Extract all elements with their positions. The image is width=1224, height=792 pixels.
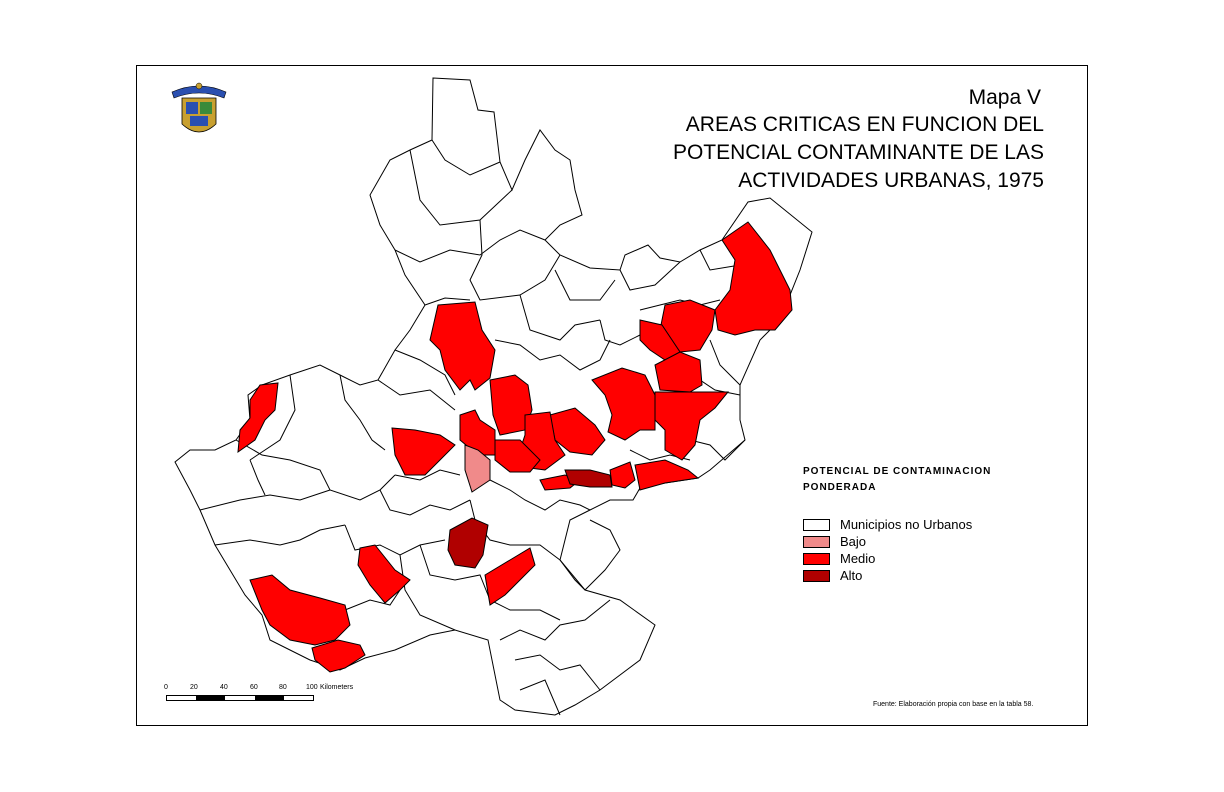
legend-title-line-2: PONDERADA — [803, 482, 877, 493]
map-title-line-3: ACTIVIDADES URBANAS, 1975 — [738, 169, 1044, 192]
scale-tick-label: 80 — [279, 684, 287, 691]
municipality-medio — [312, 640, 365, 672]
legend-label: Municipios no Urbanos — [840, 517, 973, 532]
legend-swatch — [803, 536, 830, 548]
legend-title-line-1: POTENCIAL DE CONTAMINACION — [803, 466, 992, 477]
municipality-medio — [430, 302, 495, 390]
municipality-alto — [448, 518, 488, 568]
scale-tick-label: 20 — [190, 684, 198, 691]
legend-item-alto — [803, 567, 991, 584]
source-note: Fuente: Elaboración propia con base en la tabla 58. — [873, 701, 1034, 708]
map-title-line-1: AREAS CRITICAS EN FUNCION DEL — [685, 113, 1044, 136]
map-number: Mapa V — [968, 86, 1041, 109]
scale-rule — [166, 695, 314, 701]
legend-label: Alto — [840, 568, 863, 583]
scale-tick-label: 40 — [220, 684, 228, 691]
legend-item-medio — [803, 550, 991, 567]
map-title-line-2: POTENCIAL CONTAMINANTE DE LAS — [672, 141, 1044, 164]
municipality-medio — [238, 383, 278, 452]
municipality-medio — [715, 222, 792, 335]
title-block — [673, 85, 1044, 195]
legend-swatch — [803, 553, 830, 565]
state-coat-of-arms-icon — [168, 78, 230, 142]
legend-label: Bajo — [840, 534, 867, 549]
municipality-medio — [610, 462, 635, 488]
scale-segment — [196, 696, 225, 700]
legend-item-no-urbanos — [803, 516, 991, 533]
municipality-medio — [635, 460, 698, 490]
municipality-alto — [565, 470, 612, 487]
legend — [803, 464, 991, 584]
municipality-medio — [592, 368, 655, 440]
scale-unit: Kilometers — [320, 684, 354, 691]
municipality-medio — [250, 575, 350, 645]
scale-tick-label: 100 — [306, 684, 318, 691]
legend-swatch — [803, 570, 830, 582]
municipality-medio — [485, 548, 535, 605]
scale-tick-label: 0 — [164, 684, 168, 691]
legend-swatch — [803, 519, 830, 531]
scale-tick-label: 60 — [250, 684, 258, 691]
legend-label: Medio — [840, 551, 876, 566]
scale-bar — [162, 684, 354, 701]
scale-segment — [255, 696, 284, 700]
legend-item-bajo — [803, 533, 991, 550]
municipality-medio — [655, 392, 728, 460]
municipality-medio — [392, 428, 455, 475]
